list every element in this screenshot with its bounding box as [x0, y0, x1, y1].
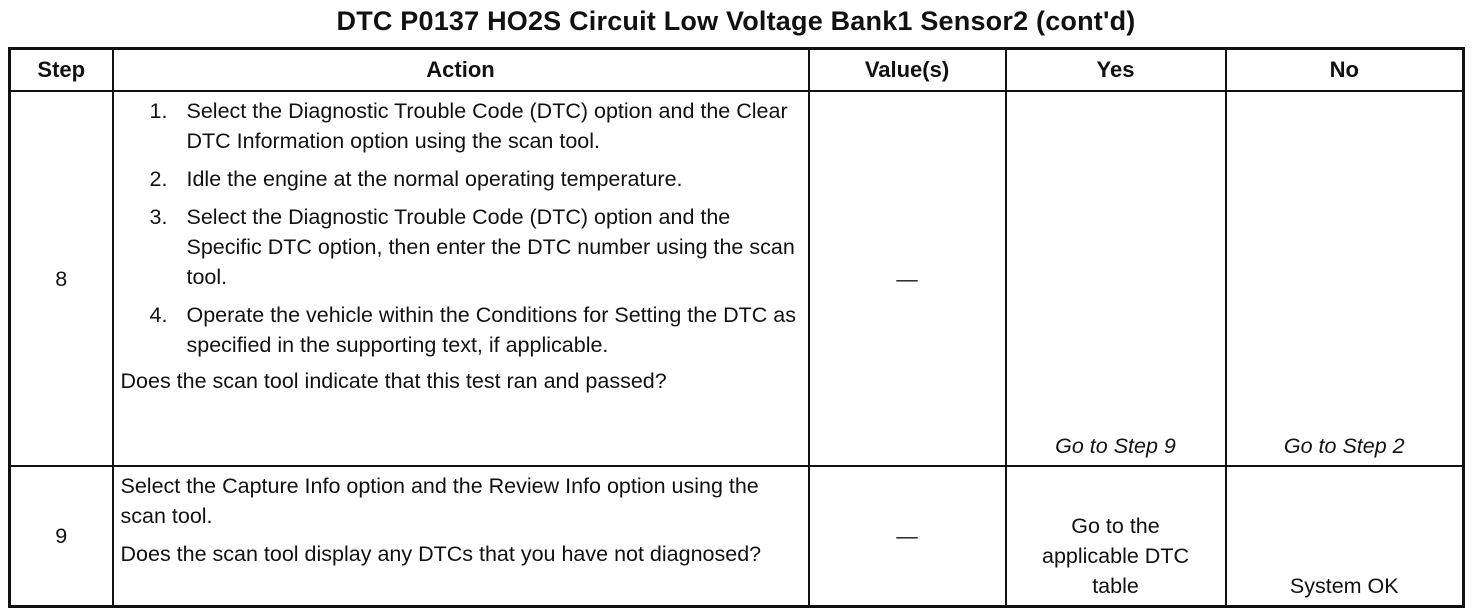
yes-cell: Go to Step 9	[1006, 91, 1226, 466]
table-row-step-9	[10, 466, 1464, 606]
no-cell: Go to Step 2	[1226, 91, 1464, 466]
action-item-number: 2.	[149, 167, 168, 191]
value-cell: —	[809, 466, 1006, 606]
action-item	[121, 96, 802, 156]
action-item-text: Idle the engine at the normal operating temperature.	[186, 167, 683, 191]
page-title: DTC P0137 HO2S Circuit Low Voltage Bank1 Sensor2 (cont'd)	[336, 6, 1136, 36]
header-yes: Yes	[1006, 49, 1226, 92]
header-no: No	[1226, 49, 1464, 92]
action-item-number: 3.	[149, 205, 168, 229]
header-action: Action	[113, 49, 809, 92]
header-step: Step	[10, 49, 113, 92]
step-number: 9	[10, 466, 113, 606]
action-item-text: Select the Diagnostic Trouble Code (DTC) option and the Specific DTC option, then enter the DTC number using the scan tool.	[186, 205, 795, 289]
action-question: Does the scan tool indicate that this test ran and passed?	[120, 369, 667, 393]
yes-cell: Go to the applicable DTC table	[1006, 466, 1226, 606]
action-item	[121, 202, 802, 292]
action-item-text: Operate the vehicle within the Conditions for Setting the DTC as specified in the supporting text, if applicable.	[186, 303, 796, 357]
step-number: 8	[10, 91, 113, 466]
action-item	[121, 164, 802, 194]
no-cell: System OK	[1226, 466, 1464, 606]
action-list	[121, 96, 802, 360]
action-item	[121, 300, 802, 360]
dtc-table	[8, 47, 1465, 608]
table-row-step-8	[10, 91, 1464, 466]
action-instruction: Select the Capture Info option and the Review Info option using the scan tool.	[120, 474, 759, 528]
action-item-text: Select the Diagnostic Trouble Code (DTC) option and the Clear DTC Information option using the scan tool.	[186, 99, 788, 153]
action-item-number: 4.	[149, 303, 168, 327]
table-header-row	[10, 49, 1464, 92]
action-cell	[113, 91, 809, 466]
action-question: Does the scan tool display any DTCs that you have not diagnosed?	[120, 542, 762, 566]
action-cell	[113, 466, 809, 606]
value-cell: —	[809, 91, 1006, 466]
action-item-number: 1.	[149, 99, 168, 123]
header-values: Value(s)	[809, 49, 1006, 92]
